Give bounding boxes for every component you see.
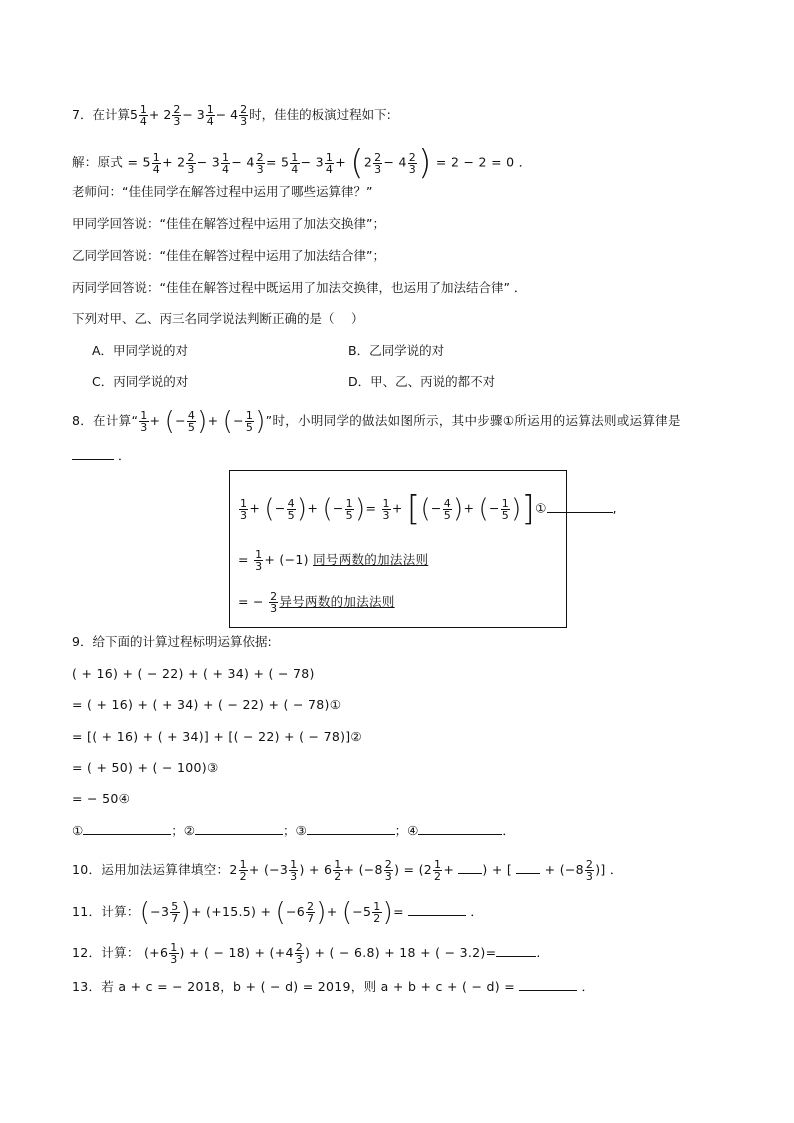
q10-blank-2[interactable] <box>516 861 540 874</box>
q9-line-4: = ( + 50) + ( − 100)③ <box>72 760 219 775</box>
q9-line-1: ( + 16) + ( − 22) + ( + 34) + ( − 78) <box>72 666 315 681</box>
q7-stem: 7．在计算5 $\frac{1}{4}$ + 2 $\frac{2}{3}$ − 3 $\frac{1}{4}$ − 4 $\frac{2}{3}$ 时，佳佳的板演过程如下: <box>72 103 391 128</box>
q9-line-3: = [( + 16) + ( + 34)] + [( − 22) + ( − 78)]② <box>72 729 362 744</box>
q8-step1: $\frac{1}{3}$ + (− $\frac{4}{5}$ )+ (− $\frac{1}{5}$ )= $\frac{1}{3}$ + [(− $\frac{4}{5}$ )+ (− $\frac{1}{5}$ )]① , <box>240 489 617 529</box>
q13-line: 13．若 a + c = − 2018，b + ( − d) = 2019，则 a + b + c + ( − d) = ． <box>72 979 595 994</box>
q7-question: 下列对甲、乙、丙三名同学说法判断正确的是（ ） <box>72 311 364 326</box>
q12-line: 12．计算： (+6 $\frac{1}{3}$ ) + ( − 18) + (+4 $\frac{2}{3}$ ) + ( − 6.8) + 18 + ( − 3.2)= . <box>72 941 541 966</box>
q11-blank[interactable] <box>408 903 466 916</box>
q7-solution: 解：原式 = 5 $\frac{1}{4}$ + 2 $\frac{2}{3}$ − 3 $\frac{1}{4}$ − 4 $\frac{2}{3}$ = 5 $\frac{1}{4}$ − 3 $\frac{1}{4}$ + (2 $\frac{2}{3}$ − 4 $\frac{2}{3}$ ) = 2 − 2 = 0 ． <box>72 143 532 183</box>
q8-answer-line: ． <box>72 447 131 464</box>
q11-line: 11．计算：(−3 $\frac{5}{7}$ )+ (+15.5) + (−6 $\frac{2}{7}$ )+ (−5 $\frac{1}{2}$ )= ． <box>72 897 484 928</box>
q9-title: 9．给下面的计算过程标明运算依据: <box>72 634 272 649</box>
q8-stem: 8．在计算“ $\frac{1}{3}$ + (− $\frac{4}{5}$ )+ (− $\frac{1}{5}$ )”时，小明同学的做法如图所示，其中步骤①所运用的运算法则或运算律是 <box>72 406 681 437</box>
q7-option-c[interactable]: C．丙同学说的对 <box>92 374 189 389</box>
q8-step3: = − $\frac{2}{3}$ 异号两数的加法法则 <box>238 590 395 615</box>
q12-blank[interactable] <box>496 944 536 957</box>
q7-teacher: 老师问：“佳佳同学在解答过程中运用了哪些运算律？” <box>72 184 373 199</box>
q9-line-2: = ( + 16) + ( + 34) + ( − 22) + ( − 78)① <box>72 697 342 712</box>
q9-blank-4[interactable] <box>418 822 502 835</box>
q7-option-d[interactable]: D．甲、乙、丙说的都不对 <box>348 374 496 389</box>
q10-line: 10．运用加法运算律填空：2 $\frac{1}{2}$ + (−3 $\frac{1}{3}$ ) + 6 $\frac{1}{2}$ + (−8 $\frac{2}{3}$ ) = (2 $\frac{1}{2}$ + ) + [ + (−8 $\frac{2}{3}$ )] ． <box>72 858 623 883</box>
q8-blank[interactable] <box>72 447 114 460</box>
q9-blank-2[interactable] <box>195 822 283 835</box>
q9-answers: ① ；② ；③ ；④ ． <box>72 823 515 838</box>
q7-yi: 乙同学回答说：“佳佳在解答过程中运用了加法结合律”； <box>72 248 385 263</box>
q8-step2: = $\frac{1}{3}$ + (−1) 同号两数的加法法则 <box>238 548 429 573</box>
q7-option-a[interactable]: A．甲同学说的对 <box>92 343 189 358</box>
q8-working-box <box>229 470 617 628</box>
q9-line-5: = − 50④ <box>72 791 131 806</box>
q7-option-b[interactable]: B．乙同学说的对 <box>348 343 445 358</box>
q8-step1-blank[interactable] <box>547 500 613 513</box>
q7-jia: 甲同学回答说：“佳佳在解答过程中运用了加法交换律”； <box>72 216 385 231</box>
q13-blank[interactable] <box>519 978 577 991</box>
q10-blank-1[interactable] <box>458 861 482 874</box>
q9-blank-1[interactable] <box>83 822 171 835</box>
q7-bing: 丙同学回答说：“佳佳在解答过程中既运用了加法交换律，也运用了加法结合律” ． <box>72 280 527 295</box>
q9-blank-3[interactable] <box>307 822 395 835</box>
